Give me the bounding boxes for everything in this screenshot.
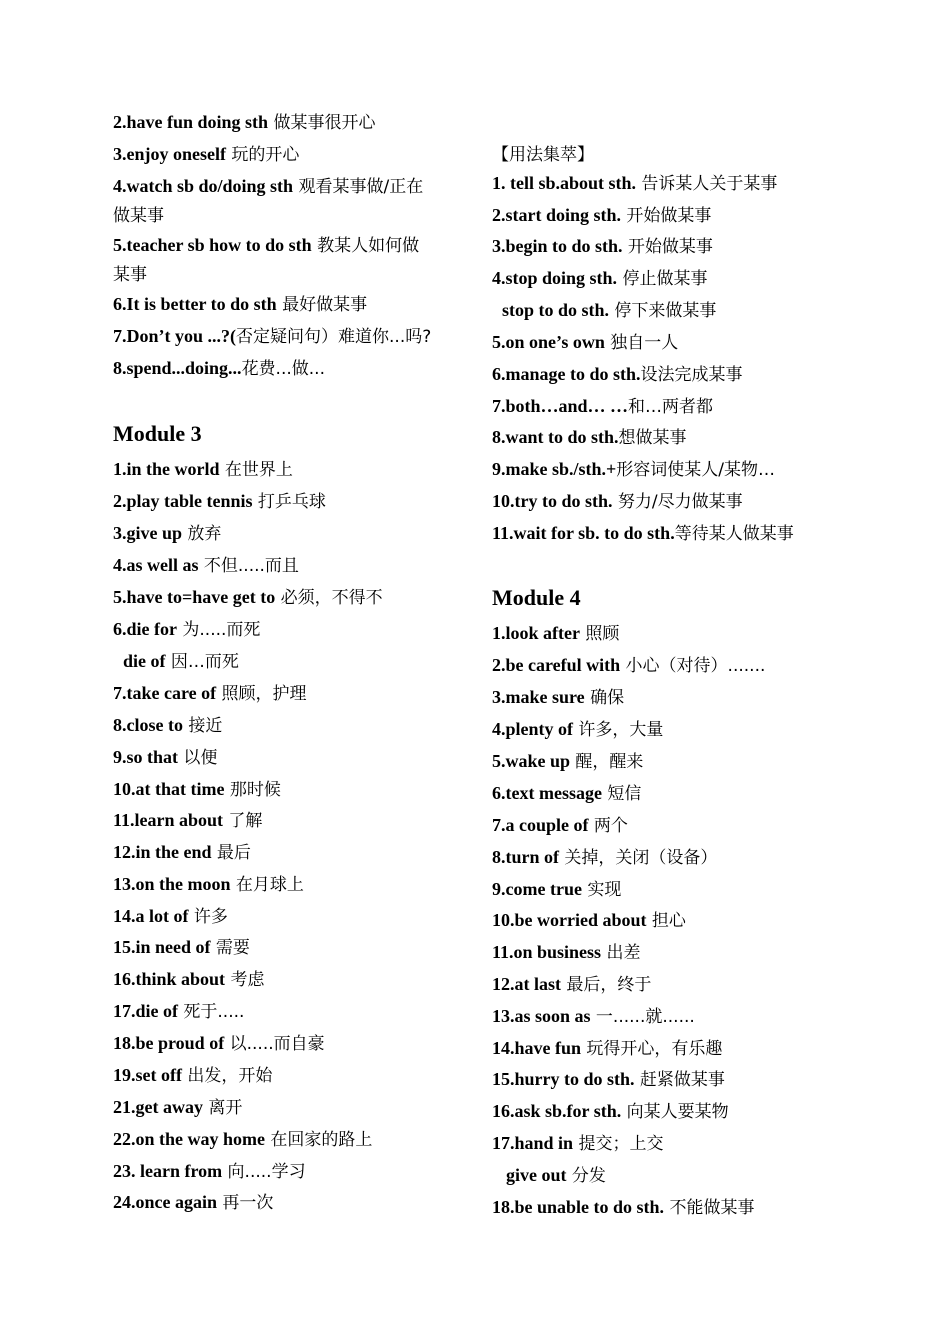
- phrase-line: 7.take care of 照顾，护理: [113, 683, 307, 704]
- phrase-line: 12.in the end 最后: [113, 842, 251, 863]
- phrase-line: 18.be proud of 以.....而自豪: [113, 1033, 325, 1054]
- phrase-line: 5.have to=have get to 必须，不得不: [113, 587, 383, 608]
- phrase-line: 3.give up 放弃: [113, 523, 222, 544]
- phrase-line: 10.at that time 那时候: [113, 779, 281, 800]
- module3-heading: Module 3: [113, 421, 202, 446]
- phrase-line: 21.get away 离开: [113, 1097, 243, 1118]
- phrase-line: die of 因…而死: [123, 651, 239, 672]
- phrase-line: 9.make sb./sth.+形容词使某人/某物…: [492, 459, 776, 480]
- phrase-line: 4.stop doing sth. 停止做某事: [492, 268, 708, 289]
- phrase-line: 19.set off 出发，开始: [113, 1065, 273, 1086]
- phrase-line: 1.in the world 在世界上: [113, 459, 293, 480]
- phrase-line: 6.die for 为.....而死: [113, 619, 261, 640]
- phrase-line: 8.spend...doing...花费...做...: [113, 358, 325, 379]
- phrase-line: 11.wait for sb. to do sth.等待某人做某事: [492, 523, 794, 544]
- phrase-line: 3.enjoy oneself 玩的开心: [113, 144, 300, 165]
- phrase-line: 12.at last 最后，终于: [492, 974, 652, 995]
- phrase-line: 16.ask sb.for sth. 向某人要某物: [492, 1101, 729, 1122]
- phrase-line: 4.watch sb do/doing sth 观看某事做/正在: [113, 176, 424, 197]
- phrase-line: 9.so that 以便: [113, 747, 218, 768]
- phrase-line: 2.have fun doing sth 做某事很开心: [113, 112, 376, 133]
- phrase-line: 6.text message 短信: [492, 783, 642, 804]
- phrase-line: 16.think about 考虑: [113, 969, 265, 990]
- phrase-line: 4.as well as 不但.....而且: [113, 555, 299, 576]
- phrase-line: stop to do sth. 停下来做某事: [502, 300, 717, 321]
- phrase-line: 11.learn about 了解: [113, 810, 263, 831]
- phrase-line: 10.be worried about 担心: [492, 910, 686, 931]
- phrase-line: 8.want to do sth.想做某事: [492, 427, 687, 448]
- phrase-line: 14.have fun 玩得开心，有乐趣: [492, 1038, 723, 1059]
- phrase-line: 2.be careful with 小心（对待）.......: [492, 655, 766, 676]
- phrase-line: 8.turn of 关掉，关闭（设备）: [492, 847, 718, 868]
- phrase-line: 22.on the way home 在回家的路上: [113, 1129, 373, 1150]
- phrase-line: give out 分发: [506, 1165, 606, 1186]
- phrase-line: 6.manage to do sth.设法完成某事: [492, 364, 743, 385]
- phrase-line: 7.Don’t you ...?(否定疑问句）难道你...吗?: [113, 326, 432, 347]
- phrase-line: 3.make sure 确保: [492, 687, 625, 708]
- phrase-line: 6.It is better to do sth 最好做某事: [113, 294, 368, 315]
- usage-heading: 【用法集萃】: [492, 145, 594, 165]
- phrase-line: 15.hurry to do sth. 赶紧做某事: [492, 1069, 725, 1090]
- phrase-line: 4.plenty of 许多，大量: [492, 719, 664, 740]
- phrase-line: 18.be unable to do sth. 不能做某事: [492, 1197, 755, 1218]
- phrase-line: 9.come true 实现: [492, 879, 622, 900]
- phrase-line: 2.play table tennis 打乒乓球: [113, 491, 326, 512]
- phrase-line: 24.once again 再一次: [113, 1192, 274, 1213]
- phrase-line: 2.start doing sth. 开始做某事: [492, 205, 712, 226]
- phrase-line: 5.teacher sb how to do sth 教某人如何做: [113, 235, 420, 256]
- phrase-line: 17.die of 死于.....: [113, 1001, 245, 1022]
- phrase-line: 7.both…and… …和…两者都: [492, 396, 714, 417]
- phrase-line: 7.a couple of 两个: [492, 815, 628, 836]
- phrase-line: 13.as soon as 一......就......: [492, 1006, 695, 1027]
- phrase-line: 1. tell sb.about sth. 告诉某人关于某事: [492, 173, 778, 194]
- phrase-line: 13.on the moon 在月球上: [113, 874, 304, 895]
- phrase-line: 10.try to do sth. 努力/尽力做某事: [492, 491, 743, 512]
- phrase-line: 5.wake up 醒，醒来: [492, 751, 644, 772]
- phrase-line: 3.begin to do sth. 开始做某事: [492, 236, 713, 257]
- phrase-line: 11.on business 出差: [492, 942, 641, 963]
- phrase-line: 17.hand in 提交；上交: [492, 1133, 664, 1154]
- phrase-line: 5.on one’s own 独自一人: [492, 332, 679, 353]
- phrase-line: 某事: [113, 265, 147, 285]
- phrase-line: 15.in need of 需要: [113, 937, 250, 958]
- module4-heading: Module 4: [492, 585, 581, 610]
- phrase-line: 8.close to 接近: [113, 715, 223, 736]
- phrase-line: 做某事: [113, 206, 164, 226]
- phrase-line: 23. learn from 向.....学习: [113, 1161, 306, 1182]
- phrase-line: 14.a lot of 许多: [113, 906, 228, 927]
- phrase-line: 1.look after 照顾: [492, 623, 620, 644]
